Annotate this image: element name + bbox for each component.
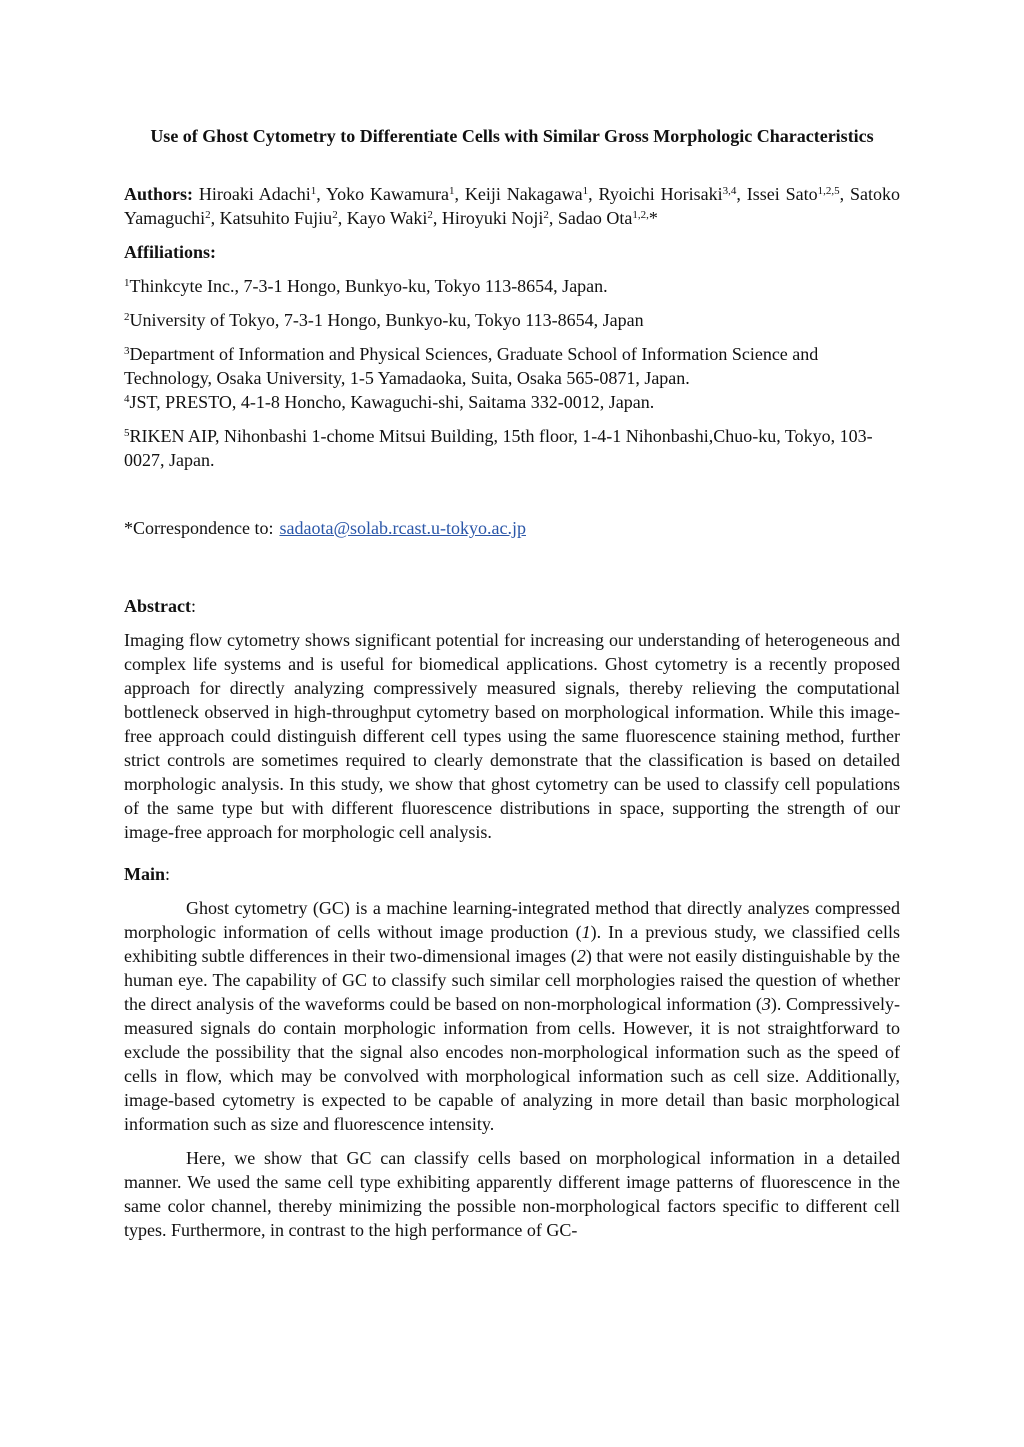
reference-1: 1 [581, 922, 591, 942]
affiliation-number: 4 [124, 393, 130, 405]
author-separator: , [736, 184, 747, 204]
affiliations-label: Affiliations: [124, 242, 216, 262]
correspondence-email-link[interactable]: sadaota@solab.rcast.u-tokyo.ac.jp [279, 518, 526, 538]
paper-title: Use of Ghost Cytometry to Differentiate Cells with Similar Gross Morphologic Characteristics [150, 126, 874, 146]
author-separator: , [210, 208, 220, 228]
affiliation-item [124, 308, 900, 332]
main-paragraph-2: Here, we show that GC can classify cells based on morphological information in a detailed manner. We used the same cell type exhibiting apparently different image patterns of fluorescence in the same color channel, thereby minimizing the possible non-morphological factors specific to different cell types. Furthermore, in contrast to the high performance of GC- [124, 1148, 900, 1240]
author-name: Sadao Ota [557, 208, 633, 228]
affiliation-item [124, 424, 900, 472]
main-heading [124, 862, 900, 886]
author-name: Hiroaki Adachi [198, 184, 311, 204]
main-colon: : [165, 864, 171, 884]
author-separator: , [588, 184, 599, 204]
correspondence [124, 516, 900, 540]
author-affiliation-number: 2 [205, 209, 211, 221]
author-affiliation-number: 1 [448, 185, 455, 197]
affiliation-text: Thinkcyte Inc., 7-3-1 Hongo, Bunkyo-ku, Tokyo 113-8654, Japan. [129, 276, 608, 296]
author-name: Katsuhito Fujiu [219, 208, 333, 228]
paper-page [124, 124, 900, 1242]
affiliation-number: 3 [124, 345, 130, 357]
author-affiliation-number: 2 [332, 209, 338, 221]
abstract-text: Imaging flow cytometry shows significant potential for increasing our understanding of heterogeneous and complex life systems and is useful for biomedical applications. Ghost cytometry is a recently proposed approach for directly analyzing compressively measured signals, thereby relieving the computational bottleneck observed in high-throughput cytometry based on morphological information. While this image-free approach could distinguish different cell types using the same fluorescence staining method, further strict controls are sometimes required to clearly demonstrate that the classification is based on detailed morphologic analysis. In this study, we show that ghost cytometry can be used to classify cell populations of the same type but with different fluorescence distributions in space, supporting the strength of our image-free approach for morphologic cell analysis. [124, 630, 900, 842]
author-name: Ryoichi Horisaki [598, 184, 723, 204]
author-affiliation-number: 1,2, [632, 209, 649, 221]
affiliation-number: 2 [124, 311, 130, 323]
author-name: Yoko Kawamura [325, 184, 449, 204]
authors-label: Authors: [124, 184, 194, 204]
author-names [124, 184, 900, 228]
affiliation-item [124, 274, 900, 298]
author-list [124, 182, 900, 230]
main-p1-part-a: Ghost cytometry (GC) is a machine learning-integrated method that directly analyzes compressed morphologic information of cells without image production ( [124, 898, 900, 942]
affiliation-text: JST, PRESTO, 4-1-8 Honcho, Kawaguchi-shi, Saitama 332-0012, Japan. [129, 392, 655, 412]
affiliation-text: University of Tokyo, 7-3-1 Hongo, Bunkyo-ku, Tokyo 113-8654, Japan [129, 310, 644, 330]
affiliation-number: 5 [124, 427, 130, 439]
affiliation-text: RIKEN AIP, Nihonbashi 1-chome Mitsui Building, 15th floor, 1-4-1 Nihonbashi,Chuo-ku, Tokyo, 103-0027, Japan. [124, 426, 873, 470]
correspondence-label: *Correspondence to: [124, 518, 274, 538]
main-p1-part-c: ) that were not easily distinguishable by the human eye. The capability of GC to classify such similar cell morphologies raised the question of whether the direct analysis of the waveforms could be based on non-morphological information ( [124, 946, 900, 1014]
affiliation-number: 1 [124, 277, 130, 289]
reference-2: 2 [576, 946, 586, 966]
author-separator: , [839, 184, 851, 204]
affiliation-item [124, 342, 900, 390]
author-separator: * [648, 208, 658, 228]
author-affiliation-number: 1 [310, 185, 317, 197]
abstract-colon: : [190, 596, 196, 616]
author-separator: , [548, 208, 558, 228]
author-affiliation-number: 1,2,5 [817, 185, 840, 197]
reference-3: 3 [761, 994, 771, 1014]
author-name: Satoko Yamaguchi [124, 184, 901, 228]
main-paragraph-1 [124, 896, 900, 1136]
author-name: Keiji Nakagawa [464, 184, 583, 204]
abstract-label: Abstract [124, 596, 191, 616]
author-name: Hiroyuki Noji [441, 208, 544, 228]
author-affiliation-number: 1 [582, 185, 589, 197]
author-name: Issei Sato [746, 184, 818, 204]
author-separator: , [337, 208, 347, 228]
author-separator: , [432, 208, 442, 228]
author-separator: , [454, 184, 465, 204]
author-separator: , [316, 184, 326, 204]
main-label: Main [124, 864, 166, 884]
author-affiliation-number: 3,4 [722, 185, 737, 197]
affiliation-item [124, 390, 900, 414]
abstract-heading [124, 594, 900, 618]
main-p1-part-b: ). In a previous study, we classified cells exhibiting subtle differences in their two-dimensional images ( [124, 922, 900, 966]
main-p1-part-d: ). Compressively-measured signals do contain morphologic information from cells. However, it is not straightforward to exclude the possibility that the signal also encodes non-morphological information such as the speed of cells in flow, which may be convolved with morphological information such as cell size. Additionally, image-based cytometry is expected to be capable of analyzing in more detail than basic morphological information such as size and fluorescence intensity. [124, 994, 900, 1134]
author-name: Kayo Waki [346, 208, 428, 228]
affiliation-text: Department of Information and Physical Sciences, Graduate School of Information Science and Technology, Osaka University, 1-5 Yamadaoka, Suita, Osaka 565-0871, Japan. [124, 344, 819, 388]
author-affiliation-number: 2 [543, 209, 549, 221]
author-affiliation-number: 2 [427, 209, 433, 221]
